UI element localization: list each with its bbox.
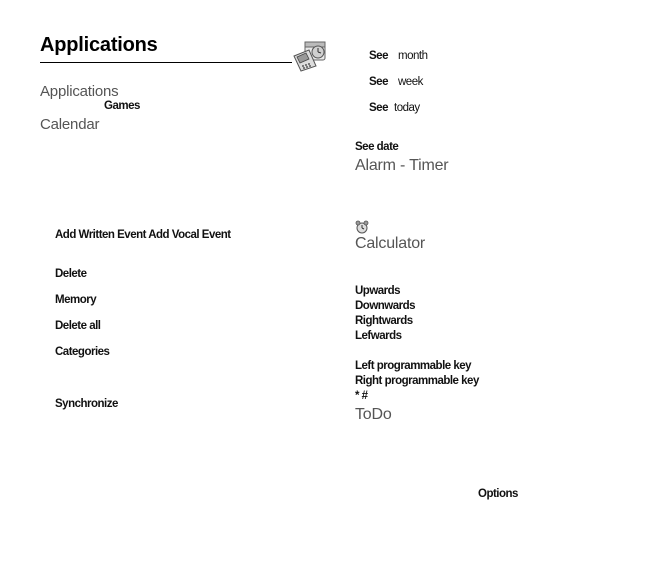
- see-today-value: today: [394, 102, 420, 114]
- section-calendar: Calendar: [40, 116, 100, 133]
- star-hash-item: * #: [355, 390, 368, 402]
- delete-item: Delete: [55, 268, 87, 280]
- section-todo: ToDo: [355, 406, 392, 423]
- see-month-label: See: [369, 50, 388, 62]
- synchronize-item: Synchronize: [55, 398, 118, 410]
- right-programmable-key-item: Right programmable key: [355, 375, 479, 387]
- delete-all-item: Delete all: [55, 320, 101, 332]
- section-applications: Applications: [40, 83, 119, 100]
- categories-item: Categories: [55, 346, 110, 358]
- see-week-label: See: [369, 76, 388, 88]
- alarm-clock-icon: [355, 220, 369, 234]
- page-title: Applications: [40, 34, 158, 56]
- downwards-item: Downwards: [355, 300, 416, 312]
- see-date-item: See date: [355, 141, 399, 153]
- options-item: Options: [478, 488, 518, 500]
- games-item: Games: [104, 100, 140, 112]
- add-event-item: Add Written Event Add Vocal Event: [55, 229, 231, 241]
- upwards-item: Upwards: [355, 285, 401, 297]
- section-alarm-timer: Alarm - Timer: [355, 157, 449, 174]
- see-today-label: See: [369, 102, 388, 114]
- rightwards-item: Rightwards: [355, 315, 413, 327]
- title-divider: [40, 62, 292, 63]
- phone-calendar-icon: [291, 40, 329, 72]
- left-programmable-key-item: Left programmable key: [355, 360, 472, 372]
- section-calculator: Calculator: [355, 235, 426, 252]
- memory-item: Memory: [55, 294, 97, 306]
- see-month-value: month: [398, 50, 428, 62]
- lefwards-item: Lefwards: [355, 330, 402, 342]
- see-week-value: week: [398, 76, 423, 88]
